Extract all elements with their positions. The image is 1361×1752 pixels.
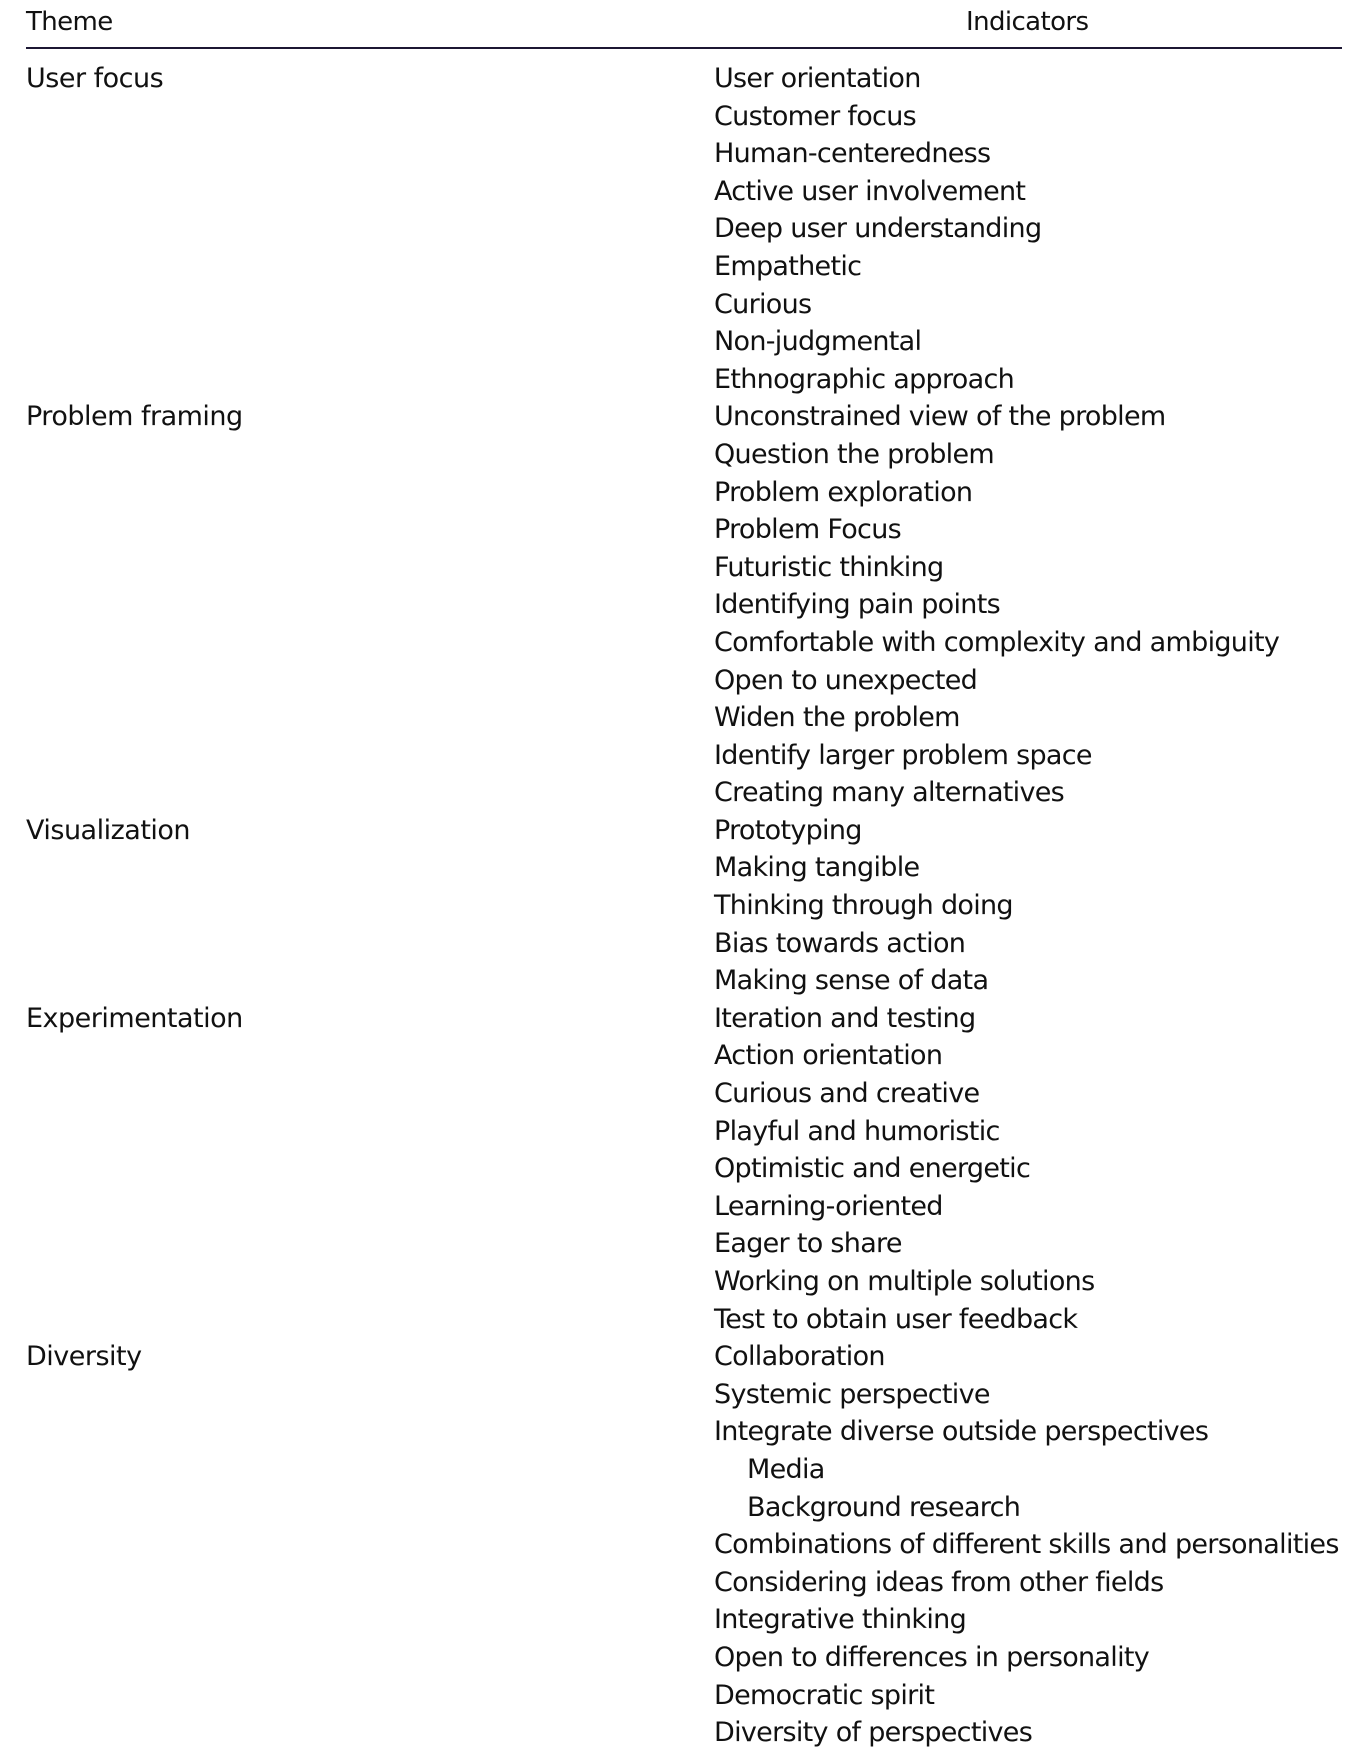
indicator-item: Problem Focus — [714, 514, 901, 546]
indicator-item: Comfortable with complexity and ambiguity — [714, 626, 1280, 658]
indicator-item: User orientation — [714, 63, 921, 94]
indicator-item: Integrate diverse outside perspectives — [714, 1416, 1209, 1448]
indicator-item: Curious and creative — [714, 1078, 980, 1110]
table-row-group — [26, 1000, 1342, 1338]
table-row-group — [26, 398, 1342, 812]
table-header — [26, 0, 1342, 49]
indicator-item: Optimistic and energetic — [714, 1153, 1031, 1185]
indicator-item: Learning-oriented — [714, 1190, 943, 1222]
indicator-item: Futuristic thinking — [714, 551, 944, 583]
indicator-item: Identifying pain points — [714, 589, 1000, 621]
indicator-item: Thinking through doing — [714, 890, 1013, 922]
indicator-item: Diversity of perspectives — [714, 1717, 1033, 1749]
table-row-group — [26, 1338, 1342, 1752]
indicator-item: Curious — [714, 288, 812, 320]
indicator-item: Widen the problem — [714, 702, 960, 734]
themes-indicators-table — [26, 0, 1342, 1752]
indicator-item: Open to differences in personality — [714, 1641, 1150, 1673]
indicator-item: Collaboration — [714, 1341, 885, 1373]
indicator-item: Making tangible — [714, 852, 920, 884]
indicator-item: Creating many alternatives — [714, 777, 1065, 809]
indicator-item: Prototyping — [714, 814, 862, 846]
table-body — [26, 49, 1342, 1752]
indicator-item: Considering ideas from other fields — [714, 1566, 1164, 1598]
theme-cell: Diversity — [26, 1341, 142, 1373]
indicators-cell — [714, 398, 1342, 812]
indicator-item: Empathetic — [714, 250, 862, 282]
indicator-item: Problem exploration — [714, 476, 973, 508]
theme-cell: Experimentation — [26, 1002, 243, 1034]
indicator-item: Deep user understanding — [714, 213, 1042, 245]
indicator-item: Combinations of different skills and personalities — [714, 1529, 1339, 1561]
indicator-item: Eager to share — [714, 1228, 902, 1260]
indicators-cell — [714, 1000, 1342, 1338]
indicator-item: Test to obtain user feedback — [714, 1303, 1078, 1335]
indicator-item: Systemic perspective — [714, 1378, 990, 1410]
indicator-item: Action orientation — [714, 1040, 943, 1072]
indicator-item: Ethnographic approach — [714, 363, 1015, 395]
table-row-group — [26, 812, 1342, 1000]
indicator-item: Working on multiple solutions — [714, 1266, 1095, 1297]
indicators-cell — [714, 60, 1342, 398]
indicator-item: Unconstrained view of the problem — [714, 401, 1166, 433]
indicator-item: Human-centeredness — [714, 138, 991, 170]
indicator-item: Question the problem — [714, 438, 994, 470]
indicators-cell — [714, 812, 1342, 1000]
indicator-item: Open to unexpected — [714, 664, 978, 696]
table-row-group — [26, 60, 1342, 398]
indicator-item: Making sense of data — [714, 965, 989, 997]
theme-cell: Visualization — [26, 814, 191, 846]
indicator-item: Democratic spirit — [714, 1679, 935, 1711]
indicator-item: Customer focus — [714, 100, 916, 132]
indicator-item: Iteration and testing — [714, 1002, 976, 1034]
column-header-indicators: Indicators — [966, 7, 1089, 37]
indicator-item: Identify larger problem space — [714, 739, 1092, 771]
sub-indicator-item: Media — [747, 1453, 825, 1485]
indicators-cell — [714, 1338, 1342, 1752]
indicator-item: Integrative thinking — [714, 1604, 967, 1636]
indicator-item: Bias towards action — [714, 927, 966, 959]
indicator-item: Non-judgmental — [714, 326, 922, 358]
column-header-theme: Theme — [26, 7, 113, 37]
theme-cell: User focus — [26, 63, 164, 94]
theme-cell: Problem framing — [26, 401, 243, 433]
sub-indicator-item: Background research — [747, 1491, 1021, 1523]
indicator-item: Playful and humoristic — [714, 1115, 1000, 1147]
indicator-item: Active user involvement — [714, 175, 1026, 207]
